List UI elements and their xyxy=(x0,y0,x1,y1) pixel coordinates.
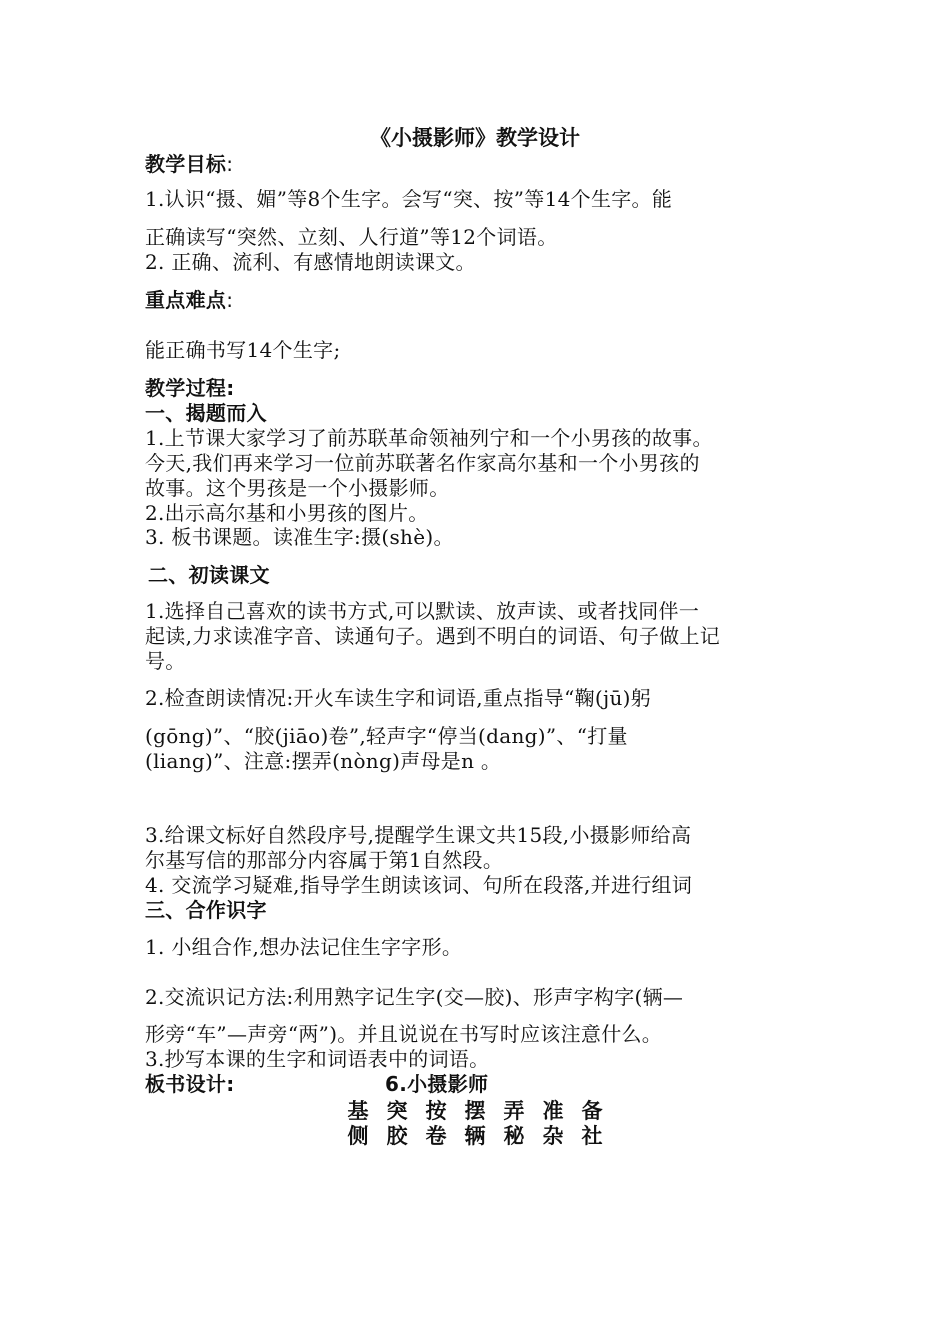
board-row-2 xyxy=(0,1122,950,1150)
board-row-1 xyxy=(0,1097,950,1125)
board-char: 按 xyxy=(425,1099,447,1123)
part-2-item-2-line-2: (gōng)”、“胶(jiāo)卷”,轻声字“停当(dang)”、“打量 xyxy=(145,724,628,748)
key-points-heading xyxy=(145,287,233,313)
document-title: 《小摄影师》教学设计 xyxy=(370,126,580,150)
part-1-item-1-line-1: 1.上节课大家学习了前苏联革命领袖列宁和一个小男孩的故事。 xyxy=(145,426,713,450)
goal-1-line-2: 正确读写“突然、立刻、人行道”等12个词语。 xyxy=(145,225,558,249)
board-char: 秘 xyxy=(503,1124,525,1148)
part-1-heading: 一、揭题而入 xyxy=(145,401,267,425)
key-heading-colon: : xyxy=(226,288,234,312)
part-2-item-1-line-1: 1.选择自己喜欢的读书方式,可以默读、放声读、或者找同伴一 xyxy=(145,599,700,623)
board-char: 备 xyxy=(581,1099,603,1123)
part-2-item-1-line-3: 号。 xyxy=(145,649,186,673)
board-char: 弄 xyxy=(503,1099,525,1123)
goals-heading-colon: : xyxy=(226,152,234,176)
part-3-item-1: 1. 小组合作,想办法记住生字字形。 xyxy=(145,935,463,959)
board-char: 侧 xyxy=(347,1124,369,1148)
part-2-item-3-line-2: 尔基写信的那部分内容属于第1自然段。 xyxy=(145,848,504,872)
board-char: 杂 xyxy=(542,1124,564,1148)
board-char: 基 xyxy=(347,1099,369,1123)
board-char: 社 xyxy=(581,1124,603,1148)
part-2-item-4: 4. 交流学习疑难,指导学生朗读该词、句所在段落,并进行组词 xyxy=(145,873,693,897)
board-design-heading: 板书设计: xyxy=(145,1072,235,1096)
part-1-item-3: 3. 板书课题。读准生字:摄(shè)。 xyxy=(145,525,454,549)
goals-heading xyxy=(145,151,233,177)
key-points-text: 能正确书写14个生字; xyxy=(145,338,341,362)
key-heading-text: 重点难点 xyxy=(145,288,227,312)
board-char: 卷 xyxy=(425,1124,447,1148)
part-3-heading: 三、合作识字 xyxy=(145,898,267,922)
part-3-item-2-line-1: 2.交流识记方法:利用熟字记生字(交—胶)、形声字构字(辆— xyxy=(145,985,684,1009)
part-1-item-1-line-2: 今天,我们再来学习一位前苏联著名作家高尔基和一个小男孩的 xyxy=(145,451,700,475)
part-1-item-2: 2.出示高尔基和小男孩的图片。 xyxy=(145,501,429,525)
part-3-item-2-line-2: 形旁“车”—声旁“两”)。并且说说在书写时应该注意什么。 xyxy=(145,1022,663,1046)
part-2-item-1-line-2: 起读,力求读准字音、读通句子。遇到不明白的词语、句子做上记 xyxy=(145,624,721,648)
goal-2: 2. 正确、流利、有感情地朗读课文。 xyxy=(145,250,476,274)
board-char: 突 xyxy=(386,1099,408,1123)
board-title: 6.小摄影师 xyxy=(385,1072,489,1096)
board-char: 准 xyxy=(542,1099,564,1123)
goals-heading-text: 教学目标 xyxy=(145,152,227,176)
part-2-item-2-line-1: 2.检查朗读情况:开火车读生字和词语,重点指导“鞠(jū)躬 xyxy=(145,686,652,710)
part-3-item-3: 3.抄写本课的生字和词语表中的词语。 xyxy=(145,1047,490,1071)
process-heading: 教学过程: xyxy=(145,376,235,400)
part-1-item-1-line-3: 故事。这个男孩是一个小摄影师。 xyxy=(145,476,450,500)
board-char: 辆 xyxy=(464,1124,486,1148)
board-char: 胶 xyxy=(386,1124,408,1148)
part-2-item-3-line-1: 3.给课文标好自然段序号,提醒学生课文共15段,小摄影师给高 xyxy=(145,823,692,847)
goal-1-line-1: 1.认识“摄、媚”等8个生字。会写“突、按”等14个生字。能 xyxy=(145,187,673,211)
part-2-heading: 二、初读课文 xyxy=(148,563,270,587)
board-char: 摆 xyxy=(464,1099,486,1123)
part-2-item-2-line-3: (liang)”、注意:摆弄(nòng)声母是n 。 xyxy=(145,749,502,773)
